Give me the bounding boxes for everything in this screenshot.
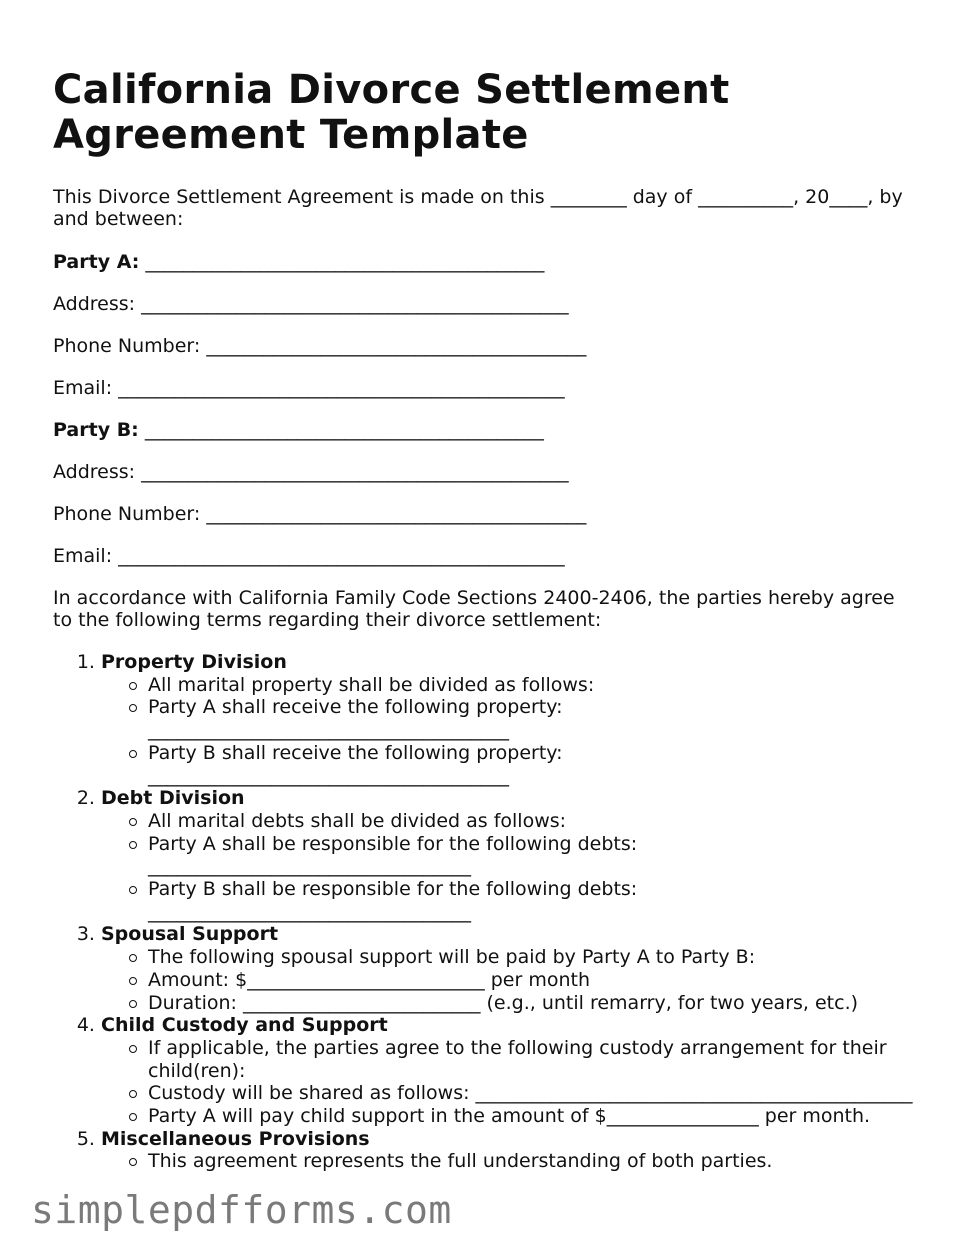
section-title: Miscellaneous Provisions [101, 1127, 370, 1150]
list-item[interactable]: Party A shall be responsible for the following debts: __________________________________ [148, 833, 913, 878]
section-title: Spousal Support [101, 923, 279, 946]
list-item[interactable]: Party A shall receive the following property: ______________________________________ [148, 696, 913, 741]
terms-list [53, 651, 913, 1173]
party-a-label: Party A: [53, 251, 140, 273]
section-items [101, 1150, 913, 1173]
party-a-email-field[interactable]: Email: _______________________________________________ [53, 377, 565, 399]
list-item[interactable]: Party A will pay child support in the amount of $________________ per month. [148, 1105, 913, 1128]
party-a-address-field[interactable]: Address: _____________________________________________ [53, 293, 569, 315]
party-b-email-field[interactable]: Email: _______________________________________________ [53, 545, 565, 567]
section-items [101, 1037, 913, 1128]
section-items [101, 946, 913, 1014]
list-item[interactable]: Amount: $_________________________ per month [148, 969, 913, 992]
list-item[interactable]: Duration: _________________________ (e.g., until remarry, for two years, etc.) [148, 992, 913, 1015]
party-b-address-field[interactable]: Address: _____________________________________________ [53, 461, 569, 483]
section-title: Property Division [101, 651, 287, 673]
section-items [101, 674, 913, 788]
document-page [53, 68, 913, 1173]
list-item: All marital debts shall be divided as follows: [148, 810, 913, 833]
section-debt-division [101, 787, 913, 923]
list-item: If applicable, the parties agree to the following custody arrangement for their child(ren): [148, 1037, 913, 1082]
section-items [101, 810, 913, 924]
party-b-name-field [53, 419, 913, 441]
party-b-name-blank[interactable]: __________________________________________ [138, 419, 544, 441]
page-title: California Divorce Settlement Agreement Template [53, 67, 730, 158]
party-a-name-blank[interactable]: __________________________________________ [139, 251, 545, 273]
section-miscellaneous [101, 1128, 913, 1173]
list-item: This agreement represents the full understanding of both parties. [148, 1150, 913, 1173]
party-a-phone-field[interactable]: Phone Number: ________________________________________ [53, 335, 587, 357]
list-item: All marital property shall be divided as follows: [148, 674, 913, 697]
section-title: Debt Division [101, 787, 245, 810]
watermark: simplepdfforms.com [31, 1188, 452, 1232]
accordance-paragraph: In accordance with California Family Code Sections 2400-2406, the parties hereby agree to the following terms regarding their divorce settlement: [53, 587, 895, 631]
list-item[interactable]: Custody will be shared as follows: ______________________________________________ [148, 1082, 913, 1105]
list-item[interactable]: Party B shall be responsible for the following debts: __________________________________ [148, 878, 913, 923]
party-a-name-field [53, 251, 913, 273]
section-spousal-support [101, 923, 913, 1014]
section-title: Child Custody and Support [101, 1014, 388, 1037]
party-b-phone-field[interactable]: Phone Number: ________________________________________ [53, 503, 587, 525]
list-item: The following spousal support will be paid by Party A to Party B: [148, 946, 913, 969]
section-property-division [101, 651, 913, 787]
section-child-custody [101, 1014, 913, 1128]
list-item[interactable]: Party B shall receive the following property: ______________________________________ [148, 742, 913, 787]
party-b-label: Party B: [53, 419, 139, 441]
intro-paragraph: This Divorce Settlement Agreement is made on this ________ day of __________, 20____, by and between: [53, 186, 903, 230]
